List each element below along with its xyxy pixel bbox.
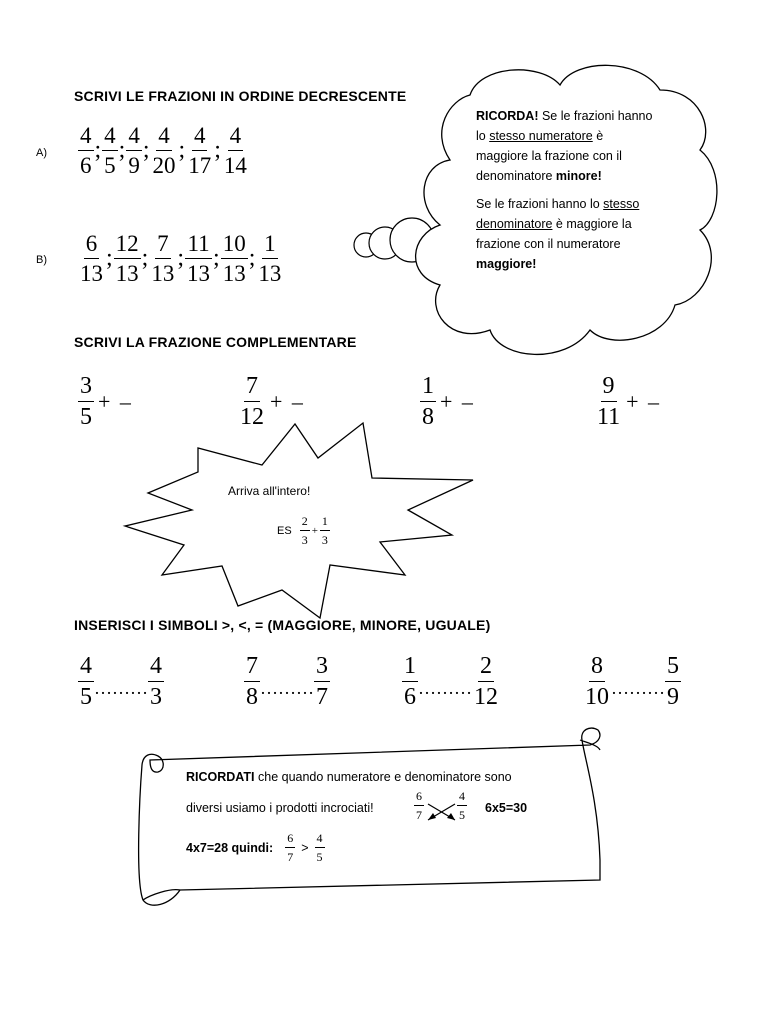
fraction-1-13: $\frac{1}{13}$ bbox=[258, 231, 282, 286]
separator: ; bbox=[118, 137, 126, 163]
complement-item bbox=[78, 374, 133, 429]
label-a: A) bbox=[36, 147, 47, 159]
fraction-10-13: $\frac{10}{13}$ bbox=[222, 231, 246, 286]
complement-fraction: $\frac{7}{12}$ bbox=[240, 373, 264, 430]
comparison-item bbox=[583, 654, 681, 709]
complement-fraction: $\frac{3}{5}$ bbox=[80, 373, 92, 430]
separator: ; bbox=[248, 245, 256, 271]
cloud-note bbox=[476, 106, 656, 282]
burst-example: ES $\frac{2}{3}$ + $\frac{1}{3}$ bbox=[277, 514, 328, 547]
symbols-title: INSERISCI I SIMBOLI >, <, = (MAGGIORE, MINORE, UGUALE) bbox=[74, 617, 491, 633]
fraction-12-13: $\frac{12}{13}$ bbox=[115, 231, 139, 286]
left-fraction: $\frac{1}{6}$ bbox=[404, 653, 416, 710]
cloud-paragraph-2: Se le frazioni hanno lo stesso denominatore è maggiore la frazione con il numeratore maggiore! bbox=[476, 197, 640, 271]
separator: ; bbox=[141, 245, 149, 271]
complement-fraction: $\frac{1}{8}$ bbox=[422, 373, 434, 430]
complement-item bbox=[595, 374, 661, 429]
left-fraction: $\frac{7}{8}$ bbox=[246, 653, 258, 710]
right-fraction: $\frac{2}{12}$ bbox=[474, 653, 498, 710]
fractions-row-b bbox=[78, 232, 283, 285]
answer-dots[interactable]: ……… bbox=[418, 678, 472, 698]
operator: + – bbox=[626, 388, 662, 414]
right-fraction: $\frac{3}{7}$ bbox=[316, 653, 328, 710]
comparison-item bbox=[78, 654, 164, 709]
fraction-11-13: $\frac{11}{13}$ bbox=[187, 231, 211, 286]
fraction-7-13: $\frac{7}{13}$ bbox=[151, 231, 175, 286]
fraction-4-17: $\frac{4}{17}$ bbox=[188, 123, 212, 178]
separator: ; bbox=[94, 137, 102, 163]
scroll-cross-frac-2: $\frac{4}{5}$ bbox=[459, 789, 465, 822]
complement-title: SCRIVI LA FRAZIONE COMPLEMENTARE bbox=[74, 334, 357, 350]
burst-text: Arriva all'intero! bbox=[228, 484, 311, 498]
complement-item bbox=[238, 374, 305, 429]
separator: ; bbox=[142, 137, 150, 163]
complement-fraction: $\frac{9}{11}$ bbox=[597, 373, 621, 430]
scroll-line-1: RICORDATI che quando numeratore e denominatore sono bbox=[186, 770, 512, 784]
order-title: SCRIVI LE FRAZIONI IN ORDINE DECRESCENTE bbox=[74, 88, 407, 104]
left-fraction: $\frac{4}{5}$ bbox=[80, 653, 92, 710]
answer-dots[interactable]: ……… bbox=[94, 678, 148, 698]
right-fraction: $\frac{5}{9}$ bbox=[667, 653, 679, 710]
complement-item bbox=[420, 374, 475, 429]
operator: + – bbox=[270, 388, 305, 414]
burst-frac-1: $\frac{2}{3}$ bbox=[301, 514, 308, 547]
scroll-result: 4x7=28 quindi: $\frac{6}{7}$ > $\frac{4}{5}$ bbox=[186, 831, 323, 864]
comparison-item bbox=[402, 654, 500, 709]
fractions-row-a bbox=[78, 124, 249, 177]
answer-dots[interactable]: ……… bbox=[611, 678, 665, 698]
scroll-cross-frac-1: $\frac{6}{7}$ bbox=[416, 789, 422, 822]
separator: ; bbox=[177, 245, 185, 271]
fraction-4-5: $\frac{4}{5}$ bbox=[104, 123, 116, 178]
left-fraction: $\frac{8}{10}$ bbox=[585, 653, 609, 710]
label-b: B) bbox=[36, 254, 47, 266]
cloud-paragraph-1: RICORDA! Se le frazioni hanno lo stesso numeratore è maggiore la frazione con il denominatore minore! bbox=[476, 109, 653, 183]
fraction-4-20: $\frac{4}{20}$ bbox=[152, 123, 176, 178]
separator: ; bbox=[106, 245, 113, 271]
comparison-item bbox=[244, 654, 330, 709]
fraction-4-14: $\frac{4}{14}$ bbox=[223, 123, 247, 178]
burst-frac-2: $\frac{1}{3}$ bbox=[321, 514, 328, 547]
scroll-line-2: diversi usiamo i prodotti incrociati! bbox=[186, 801, 374, 815]
operator: + – bbox=[440, 388, 475, 414]
answer-dots[interactable]: ……… bbox=[260, 678, 314, 698]
operator: + – bbox=[98, 388, 133, 414]
separator: ; bbox=[213, 245, 220, 271]
scroll-product-1: 6x5=30 bbox=[485, 801, 528, 815]
separator: ; bbox=[178, 137, 186, 163]
fraction-6-13: $\frac{6}{13}$ bbox=[80, 231, 103, 286]
fraction-4-6: $\frac{4}{6}$ bbox=[80, 123, 92, 178]
fraction-4-9: $\frac{4}{9}$ bbox=[128, 123, 140, 178]
right-fraction: $\frac{4}{3}$ bbox=[150, 653, 162, 710]
separator: ; bbox=[214, 137, 221, 163]
